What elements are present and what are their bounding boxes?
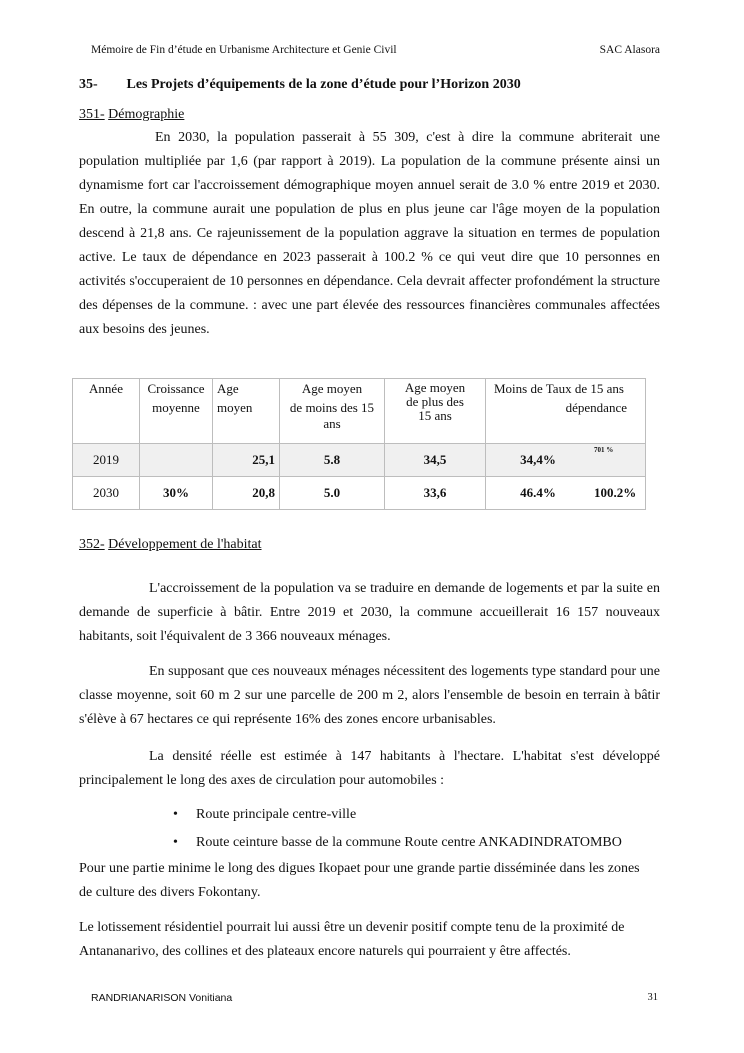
cell-age-plus: 34,5 xyxy=(385,444,486,477)
cell-taux: 701 % xyxy=(590,444,646,477)
bullet-mark: • xyxy=(173,807,178,822)
cell-annee: 2019 xyxy=(73,444,140,477)
paragraph-digues: Pour une partie minime le long des digues Ikopaet pour une grande partie disséminée dans les zones de culture des divers Fokontany. xyxy=(79,861,640,900)
bullet-item: • Route principale centre-ville xyxy=(173,807,357,822)
bullet-mark: • xyxy=(173,835,178,850)
cell-moins: 34,4% xyxy=(486,444,591,477)
demographic-table xyxy=(72,378,646,510)
section-number: 35- xyxy=(79,77,98,92)
header-moins-taux: Moins de Taux de 15 ans dépendance xyxy=(486,379,646,444)
header-age-moyen: Age moyen xyxy=(213,379,280,444)
footer-author: RANDRIANARISON Vonitiana xyxy=(91,992,233,1004)
bullet-item: • Route ceinture basse de la commune Route centre ANKADINDRATOMBO xyxy=(173,835,622,850)
cell-age-moyen: 25,1 xyxy=(213,444,280,477)
section-heading xyxy=(79,77,521,93)
cell-moins: 46.4% xyxy=(486,477,591,510)
page-number: 31 xyxy=(647,992,658,1003)
subsection-heading-habitat xyxy=(79,537,262,553)
cell-croissance: 30% xyxy=(140,477,213,510)
subsection-title: Développement de l'habitat xyxy=(108,537,262,552)
header-croissance: Croissance moyenne xyxy=(140,379,213,444)
subsection-heading-demographie xyxy=(79,107,184,123)
paragraph-accroissement: L'accroissement de la population va se traduire en demande de logements et par la suite en demande de superficie à bâtir. Entre 2019 et 2030, la commune accueillerait 16 157 nouveaux habitants, soit l'équivalent de 3 366 nouveaux ménages. xyxy=(79,581,660,644)
running-header-title: Mémoire de Fin d’étude en Urbanisme Architecture et Genie Civil xyxy=(91,44,397,56)
cell-annee: 2030 xyxy=(73,477,140,510)
table-header-row xyxy=(73,379,646,444)
paragraph-besoin-terrain: En supposant que ces nouveaux ménages nécessitent des logements type standard pour une classe moyenne, soit 60 m 2 sur une parcelle de 200 m 2, alors l'ensemble de besoin en terrain à bâtir s'élève à 67 hectares ce qui représente 16% des zones encore urbanisables. xyxy=(79,664,660,727)
subsection-title: Démographie xyxy=(108,107,185,122)
cell-age-moyen: 20,8 xyxy=(213,477,280,510)
header-age-moins-15: Age moyen de moins des 15 ans xyxy=(280,379,385,444)
running-header-org: SAC Alasora xyxy=(599,44,660,56)
table-row xyxy=(73,444,646,477)
paragraph-densite: La densité réelle est estimée à 147 habitants à l'hectare. L'habitat s'est développé principalement le long des axes de circulation pour automobiles : xyxy=(79,749,660,788)
cell-age-moins: 5.8 xyxy=(280,444,385,477)
cell-age-plus: 33,6 xyxy=(385,477,486,510)
cell-taux: 100.2% xyxy=(590,477,646,510)
cell-croissance xyxy=(140,444,213,477)
header-age-plus-15: Age moyen de plus des 15 ans xyxy=(385,379,486,444)
header-annee: Année xyxy=(73,379,140,444)
table-row xyxy=(73,477,646,510)
subsection-number: 352- xyxy=(79,537,105,552)
cell-age-moins: 5.0 xyxy=(280,477,385,510)
section-title: Les Projets d’équipements de la zone d’étude pour l’Horizon 2030 xyxy=(126,77,521,92)
subsection-number: 351- xyxy=(79,107,105,122)
paragraph-demographie: En 2030, la population passerait à 55 309, c'est à dire la commune abriterait une population multipliée par 1,6 (par rapport à 2019). La population de la commune présente ainsi un dynamisme fort car l'accroissement démographique moyen annuel serait de 3.0 % entre 2019 et 2030. En outre, la commune aurait une population de plus en plus jeune car l'âge moyen de la population descend à 21,8 ans. Ce rajeunissement de la population aggrave la situation en termes de population active. Le taux de dépendance en 2023 passerait à 100.2 % ce qui veut dire que 10 personnes en activités s'occuperaient de 10 personnes en dépendance. Cela devrait affecter profondément la structure des dépenses de la commune. : avec une part élevée des ressources financières communales affectées aux besoins des jeunes. xyxy=(79,130,660,337)
paragraph-lotissement: Le lotissement résidentiel pourrait lui aussi être un devenir positif compte tenu de la proximité de Antananarivo, des collines et des plateaux encore naturels qui pourraient y être affectés. xyxy=(79,920,625,959)
